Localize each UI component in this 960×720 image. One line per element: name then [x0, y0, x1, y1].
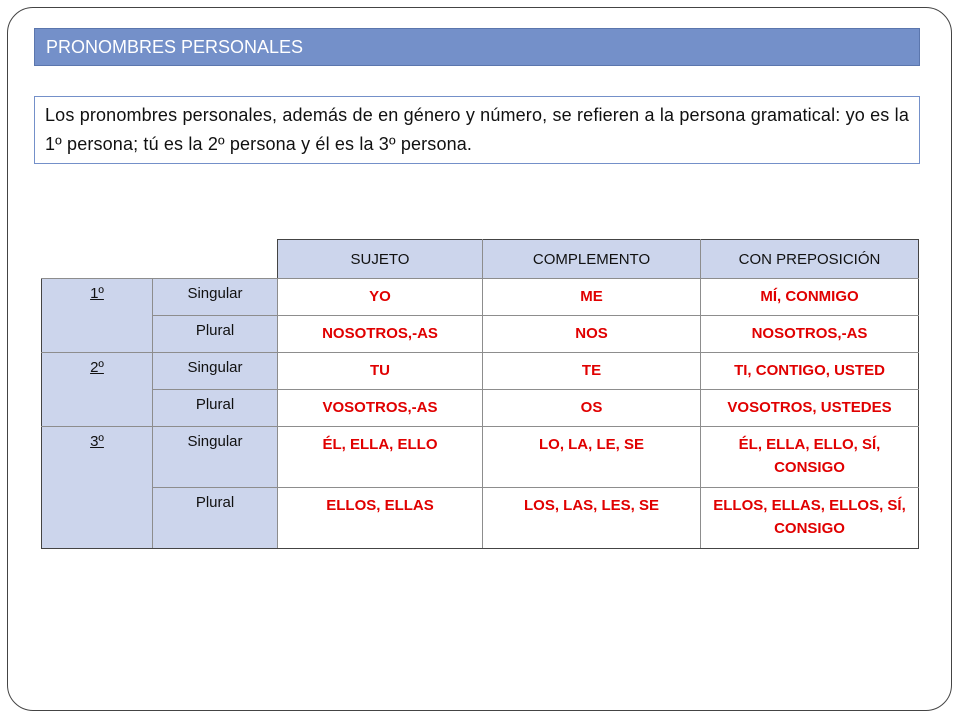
- number-cell: Singular: [153, 427, 278, 488]
- number-cell: Plural: [153, 316, 278, 353]
- sujeto-cell: ELLOS, ELLAS: [278, 488, 483, 549]
- page-title: PRONOMBRES PERSONALES: [34, 28, 920, 66]
- pronouns-table: [41, 239, 919, 549]
- sujeto-cell: YO: [278, 279, 483, 316]
- preposicion-cell: VOSOTROS, USTEDES: [701, 390, 919, 427]
- number-cell: Plural: [153, 390, 278, 427]
- header-sujeto: SUJETO: [278, 240, 483, 279]
- person-cell: [42, 427, 153, 549]
- number-cell: Singular: [153, 353, 278, 390]
- complemento-cell: TE: [483, 353, 701, 390]
- header-complemento: COMPLEMENTO: [483, 240, 701, 279]
- sujeto-cell: VOSOTROS,-AS: [278, 390, 483, 427]
- table-row: [42, 316, 919, 353]
- complemento-cell: LOS, LAS, LES, SE: [483, 488, 701, 549]
- preposicion-cell: ELLOS, ELLAS, ELLOS, SÍ, CONSIGO: [701, 488, 919, 549]
- table-row: [42, 279, 919, 316]
- preposicion-cell: TI, CONTIGO, USTED: [701, 353, 919, 390]
- person-cell: [42, 279, 153, 353]
- table-corner-blank: [42, 240, 278, 279]
- table-header-row: [42, 240, 919, 279]
- sujeto-cell: NOSOTROS,-AS: [278, 316, 483, 353]
- number-cell: Singular: [153, 279, 278, 316]
- person-cell: [42, 353, 153, 427]
- complemento-cell: LO, LA, LE, SE: [483, 427, 701, 488]
- complemento-cell: NOS: [483, 316, 701, 353]
- preposicion-cell: MÍ, CONMIGO: [701, 279, 919, 316]
- preposicion-cell: ÉL, ELLA, ELLO, SÍ, CONSIGO: [701, 427, 919, 488]
- complemento-cell: OS: [483, 390, 701, 427]
- sujeto-cell: TU: [278, 353, 483, 390]
- number-cell: Plural: [153, 488, 278, 549]
- table-row: [42, 353, 919, 390]
- complemento-cell: ME: [483, 279, 701, 316]
- table-row: [42, 390, 919, 427]
- description-text: Los pronombres personales, además de en género y número, se refieren a la persona gramatical: yo es la 1º persona; tú es la 2º persona y él es la 3º persona.: [34, 96, 920, 164]
- header-con-preposicion: CON PREPOSICIÓN: [701, 240, 919, 279]
- table-row: [42, 427, 919, 488]
- person-label: 2º: [90, 359, 104, 376]
- person-label: 1º: [90, 285, 104, 302]
- preposicion-cell: NOSOTROS,-AS: [701, 316, 919, 353]
- sujeto-cell: ÉL, ELLA, ELLO: [278, 427, 483, 488]
- table-row: [42, 488, 919, 549]
- person-label: 3º: [90, 433, 104, 450]
